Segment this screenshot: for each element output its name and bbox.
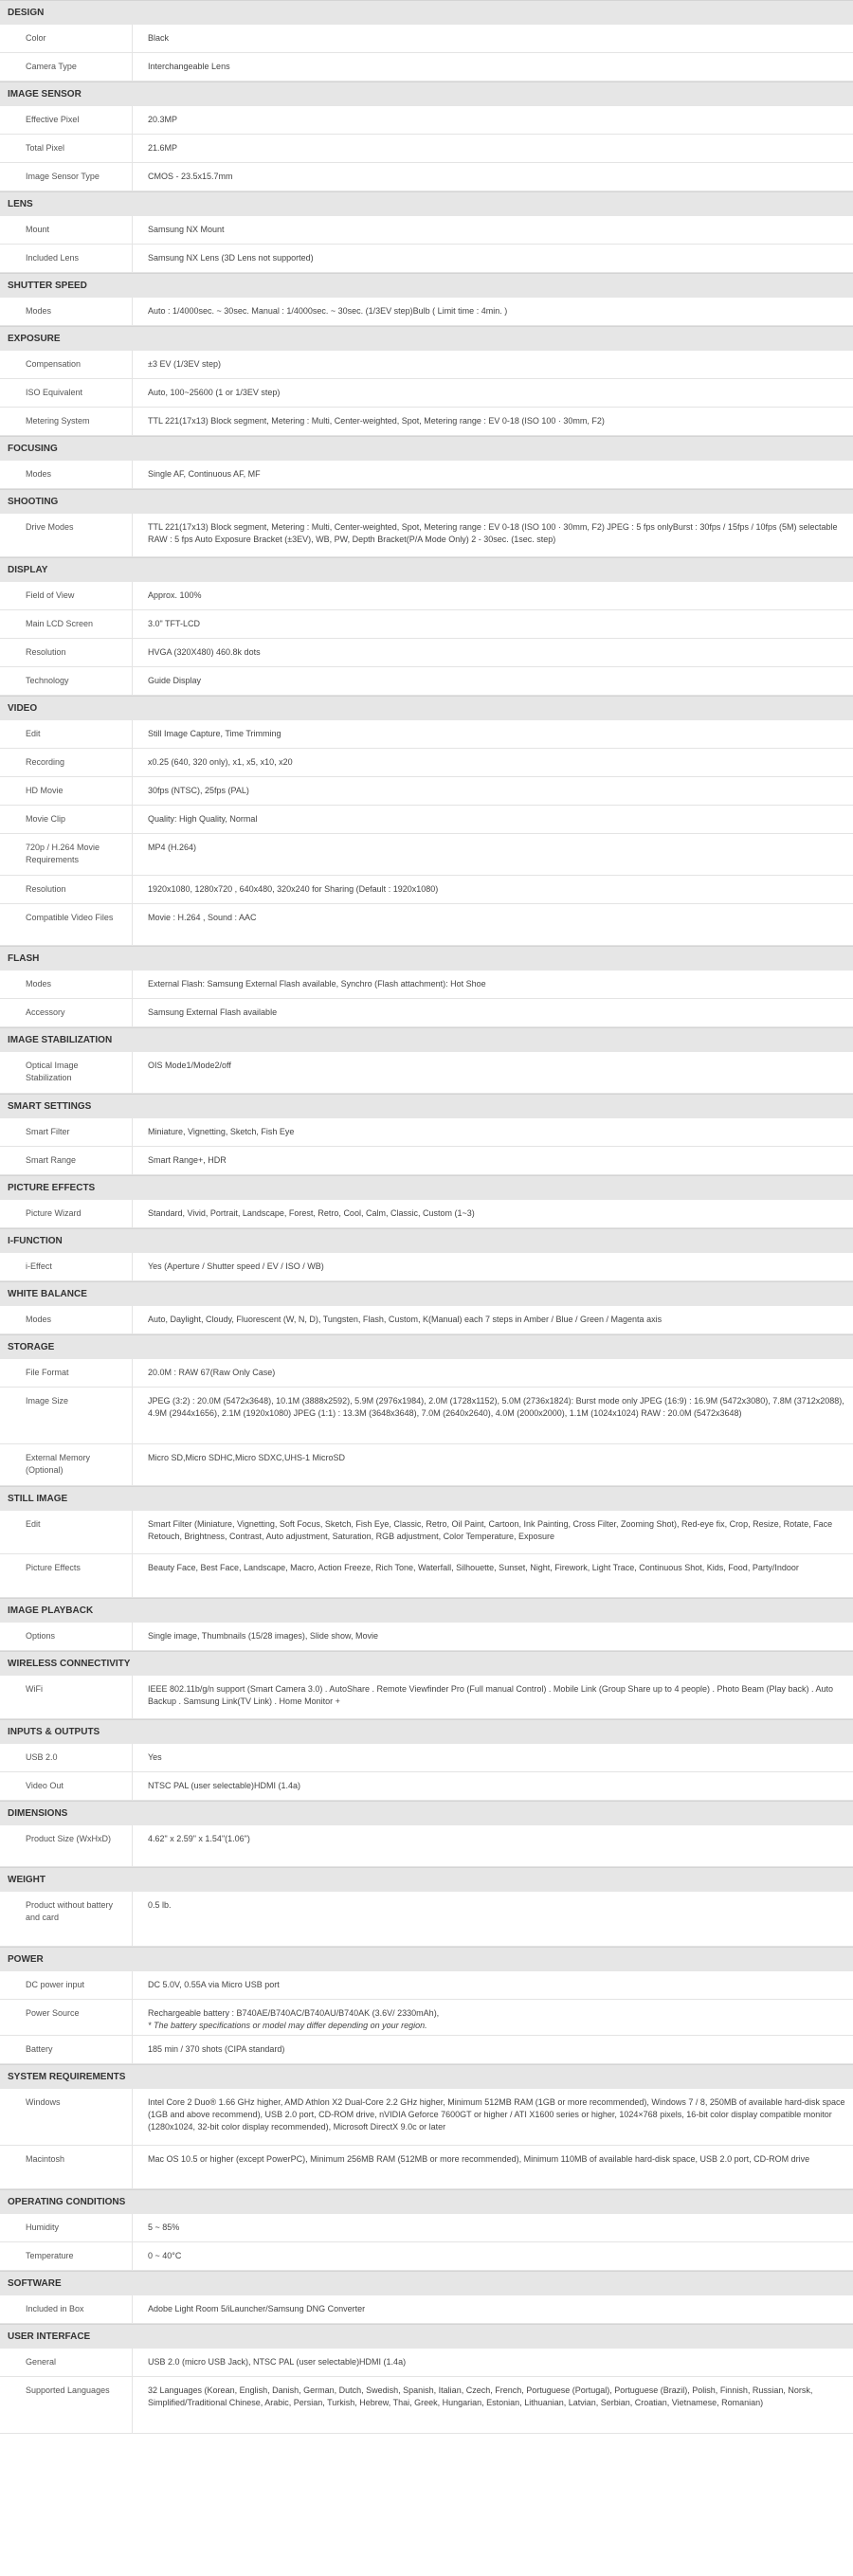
spec-row — [0, 1200, 853, 1228]
section-header: VIDEO — [0, 696, 853, 720]
section-header: SHUTTER SPEED — [0, 273, 853, 298]
spec-row — [0, 1388, 853, 1444]
spec-value: Guide Display — [148, 676, 202, 685]
spec-value: Auto, Daylight, Cloudy, Fluorescent (W, N, D), Tungsten, Flash, Custom, K(Manual) each 7 steps in Amber / Blue / Green / Magenta axis — [148, 1315, 662, 1324]
section-header: FLASH — [0, 946, 853, 971]
spec-value: Beauty Face, Best Face, Landscape, Macro, Action Freeze, Rich Tone, Waterfall, Silhouette, Sunset, Night, Firework, Light Trace, Continuous Shot, Kids, Food, Party/Indoor — [148, 1563, 799, 1572]
section-header: EXPOSURE — [0, 326, 853, 351]
spec-row — [0, 216, 853, 245]
spec-value: TTL 221(17x13) Block segment, Metering : Multi, Center-weighted, Spot, Metering range : EV 0-18 (ISO 100 · 30mm, F2) JPEG : 5 fps onlyBurst : 30fps / 15fps / 10fps (5M) selectable RAW : 5 fps Auto Exposure Bracket (±3EV), WB, PW, Depth Bracket(P/A Mode Only) 2 - 30sec. (1sec. step) — [148, 522, 838, 544]
spec-label: Color — [0, 25, 133, 52]
spec-value: Samsung NX Mount — [148, 225, 225, 234]
spec-value: Intel Core 2 Duo® 1.66 GHz higher, AMD Athlon X2 Dual-Core 2.2 GHz higher, Minimum 512MB RAM (1GB or more recommended), Windows 7 / 8, 250MB of available hard-disk space (1GB and above recommend), USB 2.0 port, CD-ROM drive, nVIDIA Geforce 7600GT or higher / ATI X1600 series or higher, 1024×768 pixels, 16-bit color display compatible monitor (1280x1024, 32-bit color display recommended), Microsoft DirectX 9.0c or later — [148, 2097, 845, 2132]
spec-value: 185 min / 370 shots (CIPA standard) — [148, 2044, 285, 2054]
spec-label: Battery — [0, 2036, 133, 2063]
spec-row — [0, 610, 853, 639]
spec-row — [0, 106, 853, 135]
spec-value: Auto : 1/4000sec. ~ 30sec. Manual : 1/4000sec. ~ 30sec. (1/3EV step)Bulb ( Limit time : 4min. ) — [148, 306, 508, 316]
section-header: SHOOTING — [0, 489, 853, 514]
spec-value: Samsung External Flash available — [148, 1007, 278, 1017]
spec-row — [0, 1306, 853, 1334]
spec-value: OIS Mode1/Mode2/off — [148, 1061, 231, 1070]
spec-row — [0, 777, 853, 806]
spec-row — [0, 1444, 853, 1486]
spec-value: Miniature, Vignetting, Sketch, Fish Eye — [148, 1127, 295, 1136]
spec-row — [0, 379, 853, 408]
spec-row — [0, 53, 853, 82]
section-header: INPUTS & OUTPUTS — [0, 1719, 853, 1744]
spec-label: Compensation — [0, 351, 133, 378]
spec-row — [0, 163, 853, 191]
spec-value: Smart Range+, HDR — [148, 1155, 227, 1165]
section-header: USER INTERFACE — [0, 2324, 853, 2349]
spec-value: Single AF, Continuous AF, MF — [148, 469, 261, 479]
spec-value: IEEE 802.11b/g/n support (Smart Camera 3.0) . AutoShare . Remote Viewfinder Pro (Full manual Control) . Mobile Link (Group Share up to 4 people) . Photo Beam (Play back) . Auto Backup . Samsung Link(TV Link) . Home Monitor + — [148, 1684, 834, 1706]
spec-row — [0, 1118, 853, 1147]
spec-row — [0, 2242, 853, 2271]
spec-row — [0, 2146, 853, 2189]
spec-label: Recording — [0, 749, 133, 776]
spec-value: TTL 221(17x13) Block segment, Metering : Multi, Center-weighted, Spot, Metering range : EV 0-18 (ISO 100 · 30mm, F2) — [148, 416, 605, 426]
spec-row — [0, 999, 853, 1027]
spec-value: 5 ~ 85% — [148, 2222, 180, 2232]
spec-row — [0, 1253, 853, 1281]
spec-row — [0, 2214, 853, 2242]
spec-label: Smart Range — [0, 1147, 133, 1174]
spec-label: File Format — [0, 1359, 133, 1387]
spec-row — [0, 2089, 853, 2146]
spec-value: Adobe Light Room 5/iLauncher/Samsung DNG Converter — [148, 2304, 366, 2313]
spec-value — [133, 2000, 853, 2035]
spec-row — [0, 1825, 853, 1867]
spec-value: 21.6MP — [148, 143, 178, 153]
spec-label: i-Effect — [0, 1253, 133, 1280]
section-header: IMAGE SENSOR — [0, 82, 853, 106]
spec-label: Included in Box — [0, 2295, 133, 2323]
spec-value: Smart Filter (Miniature, Vignetting, Soft Focus, Sketch, Fish Eye, Classic, Retro, Oil Paint, Cartoon, Ink Painting, Cross Filter, Zooming Shot), Red-eye fix, Crop, Resize, Rotate, Face Retouch, Brightness, Contrast, Auto adjustment, Saturation, RGB adjustment, Color Temperature, Exposure — [148, 1519, 833, 1541]
spec-label: Included Lens — [0, 245, 133, 272]
spec-value: Yes (Aperture / Shutter speed / EV / ISO / WB) — [148, 1261, 324, 1271]
section-header: DISPLAY — [0, 557, 853, 582]
spec-label: Field of View — [0, 582, 133, 609]
spec-row — [0, 1892, 853, 1947]
spec-label: HD Movie — [0, 777, 133, 805]
section-header: LENS — [0, 191, 853, 216]
spec-row — [0, 298, 853, 326]
spec-value: USB 2.0 (micro USB Jack), NTSC PAL (user selectable)HDMI (1.4a) — [148, 2357, 407, 2367]
spec-label: 720p / H.264 Movie Requirements — [0, 834, 133, 875]
spec-label: USB 2.0 — [0, 1744, 133, 1771]
spec-label: Total Pixel — [0, 135, 133, 162]
spec-row — [0, 2349, 853, 2377]
section-header: IMAGE STABILIZATION — [0, 1027, 853, 1052]
spec-value: 3.0" TFT-LCD — [148, 619, 201, 628]
section-header: I-FUNCTION — [0, 1228, 853, 1253]
spec-label: Image Sensor Type — [0, 163, 133, 190]
section-header: WIRELESS CONNECTIVITY — [0, 1651, 853, 1676]
spec-value: Still Image Capture, Time Trimming — [148, 729, 281, 738]
section-header: STORAGE — [0, 1334, 853, 1359]
spec-value: Micro SD,Micro SDHC,Micro SDXC,UHS-1 MicroSD — [148, 1453, 346, 1462]
spec-row — [0, 1971, 853, 2000]
spec-label: Movie Clip — [0, 806, 133, 833]
spec-label: Modes — [0, 298, 133, 325]
spec-value-text: Rechargeable battery : B740AE/B740AC/B740AU/B740AK (3.6V/ 2330mAh), — [148, 2008, 440, 2018]
spec-value: MP4 (H.264) — [148, 843, 197, 852]
spec-label: Mount — [0, 216, 133, 244]
spec-row — [0, 1623, 853, 1651]
spec-label: General — [0, 2349, 133, 2376]
spec-label: WiFi — [0, 1676, 133, 1718]
section-header: WEIGHT — [0, 1867, 853, 1892]
spec-row — [0, 25, 853, 53]
section-header: SYSTEM REQUIREMENTS — [0, 2064, 853, 2089]
spec-label: Power Source — [0, 2000, 133, 2035]
spec-label: Product without battery and card — [0, 1892, 133, 1946]
spec-row — [0, 2000, 853, 2036]
spec-label: Optical Image Stabilization — [0, 1052, 133, 1093]
spec-value: JPEG (3:2) : 20.0M (5472x3648), 10.1M (3888x2592), 5.9M (2976x1984), 2.0M (1728x1152), 5.0M (2736x1824): Burst mode only JPEG (16:9) : 16.9M (5472x3080), 7.8M (3712x2088), 4.9M (2944x1656), 2.1M (1920x1080) JPEG (1:1) : 13.3M (3648x3648), 7.0M (2640x2640), 4.0M (2000x2000), 1.1M (1024x1024) RAW : 20.0M (5472x3648) — [148, 1396, 844, 1418]
spec-label: Image Size — [0, 1388, 133, 1443]
spec-label: Drive Modes — [0, 514, 133, 556]
spec-value: 30fps (NTSC), 25fps (PAL) — [148, 786, 249, 795]
spec-row — [0, 1359, 853, 1388]
section-header: IMAGE PLAYBACK — [0, 1598, 853, 1623]
spec-value: 1920x1080, 1280x720 , 640x480, 320x240 for Sharing (Default : 1920x1080) — [148, 884, 439, 894]
spec-value: Approx. 100% — [148, 590, 202, 600]
spec-value: HVGA (320X480) 460.8k dots — [148, 647, 261, 657]
spec-label: Picture Effects — [0, 1554, 133, 1597]
spec-label: Modes — [0, 971, 133, 998]
spec-row — [0, 667, 853, 696]
section-header: SOFTWARE — [0, 2271, 853, 2295]
section-header: DIMENSIONS — [0, 1801, 853, 1825]
spec-row — [0, 461, 853, 489]
spec-row — [0, 720, 853, 749]
spec-label: DC power input — [0, 1971, 133, 1999]
spec-value: ±3 EV (1/3EV step) — [148, 359, 221, 369]
spec-value: Samsung NX Lens (3D Lens not supported) — [148, 253, 314, 263]
spec-value: Auto, 100~25600 (1 or 1/3EV step) — [148, 388, 281, 397]
spec-label: Modes — [0, 1306, 133, 1333]
spec-label: ISO Equivalent — [0, 379, 133, 407]
spec-label: External Memory (Optional) — [0, 1444, 133, 1485]
spec-row — [0, 408, 853, 436]
spec-label: Humidity — [0, 2214, 133, 2241]
section-header: POWER — [0, 1947, 853, 1971]
section-header: SMART SETTINGS — [0, 1094, 853, 1118]
spec-label: Temperature — [0, 2242, 133, 2270]
spec-value: 0.5 lb. — [148, 1900, 172, 1910]
spec-label: Options — [0, 1623, 133, 1650]
section-header: OPERATING CONDITIONS — [0, 2189, 853, 2214]
spec-value: NTSC PAL (user selectable)HDMI (1.4a) — [148, 1781, 301, 1790]
spec-label: Picture Wizard — [0, 1200, 133, 1227]
spec-row — [0, 135, 853, 163]
spec-row — [0, 806, 853, 834]
spec-row — [0, 351, 853, 379]
spec-row — [0, 2036, 853, 2064]
spec-value: Mac OS 10.5 or higher (except PowerPC), Minimum 256MB RAM (512MB or more recommended), Minimum 110MB of available hard-disk space, USB 2.0 port, CD-ROM drive — [148, 2154, 810, 2164]
spec-row — [0, 834, 853, 876]
spec-label: Smart Filter — [0, 1118, 133, 1146]
spec-label: Video Out — [0, 1772, 133, 1800]
section-header: WHITE BALANCE — [0, 1281, 853, 1306]
spec-label: Product Size (WxHxD) — [0, 1825, 133, 1866]
spec-value: External Flash: Samsung External Flash available, Synchro (Flash attachment): Hot Shoe — [148, 979, 486, 989]
spec-row — [0, 876, 853, 904]
spec-value: Standard, Vivid, Portrait, Landscape, Forest, Retro, Cool, Calm, Classic, Custom (1~3) — [148, 1208, 475, 1218]
section-header: PICTURE EFFECTS — [0, 1175, 853, 1200]
spec-label: Camera Type — [0, 53, 133, 81]
spec-row — [0, 514, 853, 557]
spec-value: 20.0M : RAW 67(Raw Only Case) — [148, 1368, 276, 1377]
spec-label: Edit — [0, 1511, 133, 1553]
spec-label: Resolution — [0, 639, 133, 666]
spec-value: 20.3MP — [148, 115, 178, 124]
spec-label: Resolution — [0, 876, 133, 903]
spec-row — [0, 245, 853, 273]
section-header: DESIGN — [0, 0, 853, 25]
spec-value: Yes — [148, 1752, 162, 1762]
spec-row — [0, 749, 853, 777]
spec-row — [0, 1744, 853, 1772]
spec-row — [0, 971, 853, 999]
spec-label: Metering System — [0, 408, 133, 435]
spec-row — [0, 2377, 853, 2434]
spec-label: Macintosh — [0, 2146, 133, 2188]
spec-value: 32 Languages (Korean, English, Danish, German, Dutch, Swedish, Spanish, Italian, Czech, French, Portuguese (Portugal), Portuguese (Brazil), Polish, Finnish, Russian, Norsk, Simplified/Traditional Chinese, Arabic, Persian, Turkish, Hebrew, Thai, Greek, Hungarian, Estonian, Lithuanian, Latvian, Serbian, Croatian, Vietnamese, Romanian) — [148, 2386, 813, 2407]
spec-label: Windows — [0, 2089, 133, 2145]
spec-row — [0, 1676, 853, 1719]
spec-label: Compatible Video Files — [0, 904, 133, 945]
spec-label: Effective Pixel — [0, 106, 133, 134]
spec-value: CMOS - 23.5x15.7mm — [148, 172, 233, 181]
spec-value: 4.62" x 2.59" x 1.54"(1.06") — [148, 1834, 250, 1843]
spec-value: Single image, Thumbnails (15/28 images), Slide show, Movie — [148, 1631, 378, 1641]
spec-row — [0, 1147, 853, 1175]
spec-row — [0, 582, 853, 610]
spec-label: Main LCD Screen — [0, 610, 133, 638]
section-header: FOCUSING — [0, 436, 853, 461]
spec-value-note: * The battery specifications or model may differ depending on your region. — [148, 2021, 427, 2030]
spec-value: Quality: High Quality, Normal — [148, 814, 258, 824]
spec-value: Movie : H.264 , Sound : AAC — [148, 913, 257, 922]
spec-row — [0, 2295, 853, 2324]
spec-row — [0, 639, 853, 667]
spec-row — [0, 904, 853, 946]
spec-label: Modes — [0, 461, 133, 488]
spec-row — [0, 1511, 853, 1554]
spec-value: 0 ~ 40°C — [148, 2251, 182, 2260]
spec-label: Edit — [0, 720, 133, 748]
spec-value: Black — [148, 33, 170, 43]
spec-label: Technology — [0, 667, 133, 695]
spec-row — [0, 1772, 853, 1801]
spec-label: Accessory — [0, 999, 133, 1026]
spec-value: x0.25 (640, 320 only), x1, x5, x10, x20 — [148, 757, 293, 767]
spec-value: Interchangeable Lens — [148, 62, 230, 71]
spec-row — [0, 1052, 853, 1094]
spec-label: Supported Languages — [0, 2377, 133, 2433]
spec-value: DC 5.0V, 0.55A via Micro USB port — [148, 1980, 280, 1989]
spec-row — [0, 1554, 853, 1598]
section-header: STILL IMAGE — [0, 1486, 853, 1511]
